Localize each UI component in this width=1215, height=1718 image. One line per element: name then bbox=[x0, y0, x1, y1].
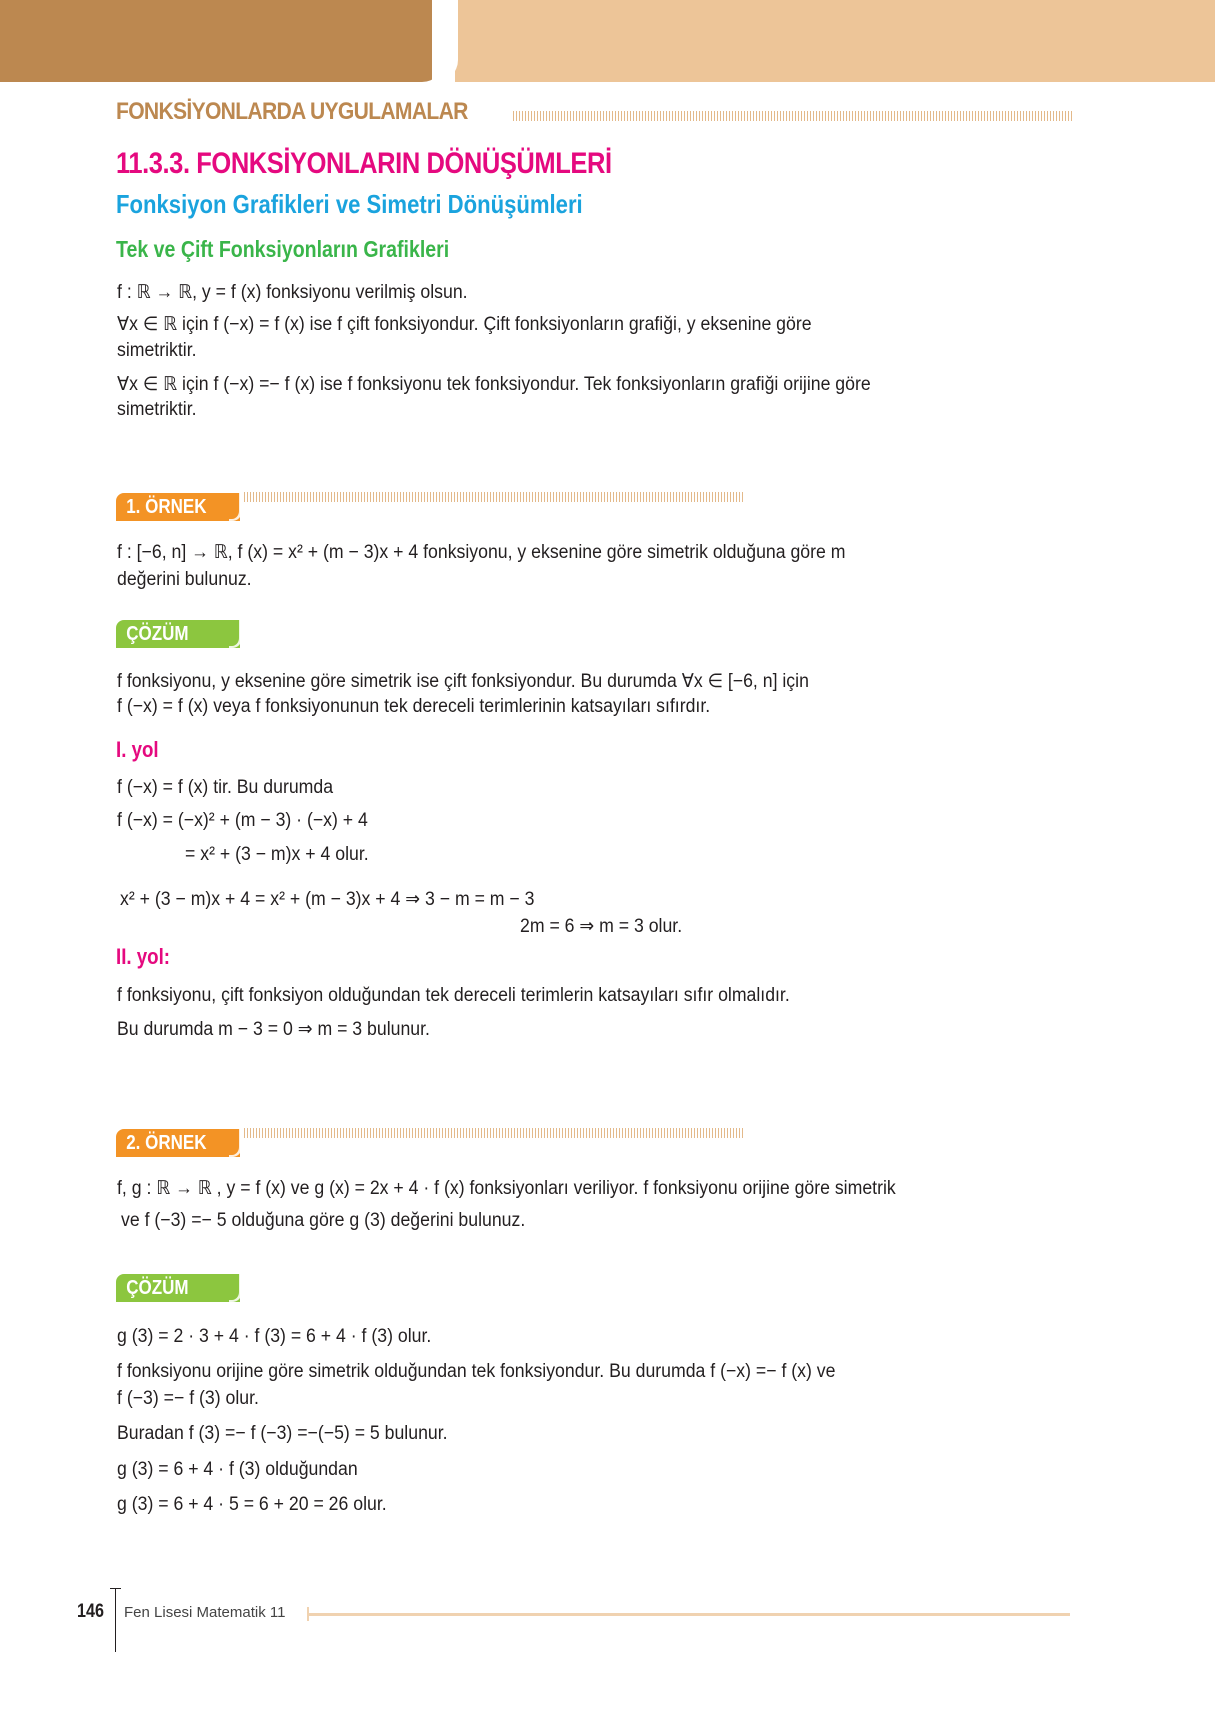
example-2-badge bbox=[116, 1129, 240, 1157]
solution-2-line: Buradan f (3) =− f (−3) =−(−5) = 5 bulunur. bbox=[117, 1423, 448, 1444]
solution-1-badge bbox=[116, 620, 240, 648]
intro-line: ∀x ∈ ℝ için f (−x) =− f (x) ise f fonksiyonu tek fonksiyondur. Tek fonksiyonların grafiği orijine göre bbox=[117, 374, 871, 395]
solution-2-line: g (3) = 2 · 3 + 4 · f (3) = 6 + 4 · f (3) olur. bbox=[117, 1326, 432, 1347]
section-dotted-rule bbox=[513, 111, 1072, 121]
solution-1-badge-label: ÇÖZÜM bbox=[126, 623, 189, 645]
topic-heading: Tek ve Çift Fonksiyonların Grafikleri bbox=[116, 236, 450, 262]
way-1-line: f (−x) = (−x)² + (m − 3) · (−x) + 4 bbox=[117, 810, 368, 831]
way-2-line: Bu durumda m − 3 = 0 ⇒ m = 3 bulunur. bbox=[117, 1019, 430, 1040]
header-band-divider bbox=[432, 0, 458, 82]
intro-line: simetriktir. bbox=[117, 340, 197, 361]
example-1-line: f : [−6, n] → ℝ, f (x) = x² + (m − 3)x + 4 fonksiyonu, y eksenine göre simetrik olduğuna göre m bbox=[117, 542, 846, 563]
example-1-badge bbox=[116, 493, 240, 521]
solution-2-badge bbox=[116, 1274, 240, 1302]
example-1-line: değerini bulunuz. bbox=[117, 569, 252, 590]
footer-divider bbox=[115, 1588, 116, 1652]
way-1-label: I. yol bbox=[116, 737, 159, 762]
intro-line: simetriktir. bbox=[117, 399, 197, 420]
example-2-line: f, g : ℝ → ℝ , y = f (x) ve g (x) = 2x + 4 · f (x) fonksiyonları veriliyor. f fonksiyonu orijine göre simetrik bbox=[117, 1178, 896, 1199]
way-1-line: f (−x) = f (x) tir. Bu durumda bbox=[117, 777, 334, 798]
book-title: Fen Lisesi Matematik 11 bbox=[124, 1604, 286, 1621]
solution-2-badge-label: ÇÖZÜM bbox=[126, 1277, 189, 1299]
solution-2-line: f (−3) =− f (3) olur. bbox=[117, 1388, 259, 1409]
way-1-line: = x² + (3 − m)x + 4 olur. bbox=[185, 844, 369, 865]
example-1-badge-label: 1. ÖRNEK bbox=[126, 496, 207, 518]
section-label: FONKSİYONLARDA UYGULAMALAR bbox=[116, 98, 468, 125]
header-band-light bbox=[455, 0, 1215, 82]
way-2-label: II. yol: bbox=[116, 944, 171, 969]
way-1-line: 2m = 6 ⇒ m = 3 olur. bbox=[520, 916, 683, 937]
page-number: 146 bbox=[77, 1601, 104, 1622]
way-1-line: x² + (3 − m)x + 4 = x² + (m − 3)x + 4 ⇒ 3 − m = m − 3 bbox=[120, 889, 535, 910]
solution-2-line: g (3) = 6 + 4 · f (3) olduğundan bbox=[117, 1459, 358, 1480]
page-title: 11.3.3. FONKSİYONLARIN DÖNÜŞÜMLERİ bbox=[116, 147, 612, 180]
way-2-line: f fonksiyonu, çift fonksiyon olduğundan tek dereceli terimlerin katsayıları sıfır olmalıdır. bbox=[117, 985, 790, 1006]
intro-line: ∀x ∈ ℝ için f (−x) = f (x) ise f çift fonksiyondur. Çift fonksiyonların grafiği, y eksenine göre bbox=[117, 314, 812, 335]
footer-rule bbox=[307, 1613, 1070, 1616]
solution-1-line: f fonksiyonu, y eksenine göre simetrik ise çift fonksiyondur. Bu durumda ∀x ∈ [−6, n] için bbox=[117, 671, 809, 692]
example-1-dotted-rule bbox=[244, 492, 745, 502]
solution-2-line: f fonksiyonu orijine göre simetrik olduğundan tek fonksiyondur. Bu durumda f (−x) =− f (x) ve bbox=[117, 1361, 836, 1382]
solution-1-line: f (−x) = f (x) veya f fonksiyonunun tek dereceli terimlerinin katsayıları sıfırdır. bbox=[117, 696, 711, 717]
footer-divider-tick bbox=[110, 1588, 121, 1589]
header-band-dark bbox=[0, 0, 444, 82]
example-2-badge-label: 2. ÖRNEK bbox=[126, 1132, 207, 1154]
intro-line: f : ℝ → ℝ, y = f (x) fonksiyonu verilmiş olsun. bbox=[117, 282, 468, 303]
solution-2-line: g (3) = 6 + 4 · 5 = 6 + 20 = 26 olur. bbox=[117, 1494, 387, 1515]
example-2-line: ve f (−3) =− 5 olduğuna göre g (3) değerini bulunuz. bbox=[121, 1210, 526, 1231]
page-subtitle: Fonksiyon Grafikleri ve Simetri Dönüşümleri bbox=[116, 189, 583, 219]
example-2-dotted-rule bbox=[244, 1128, 745, 1138]
